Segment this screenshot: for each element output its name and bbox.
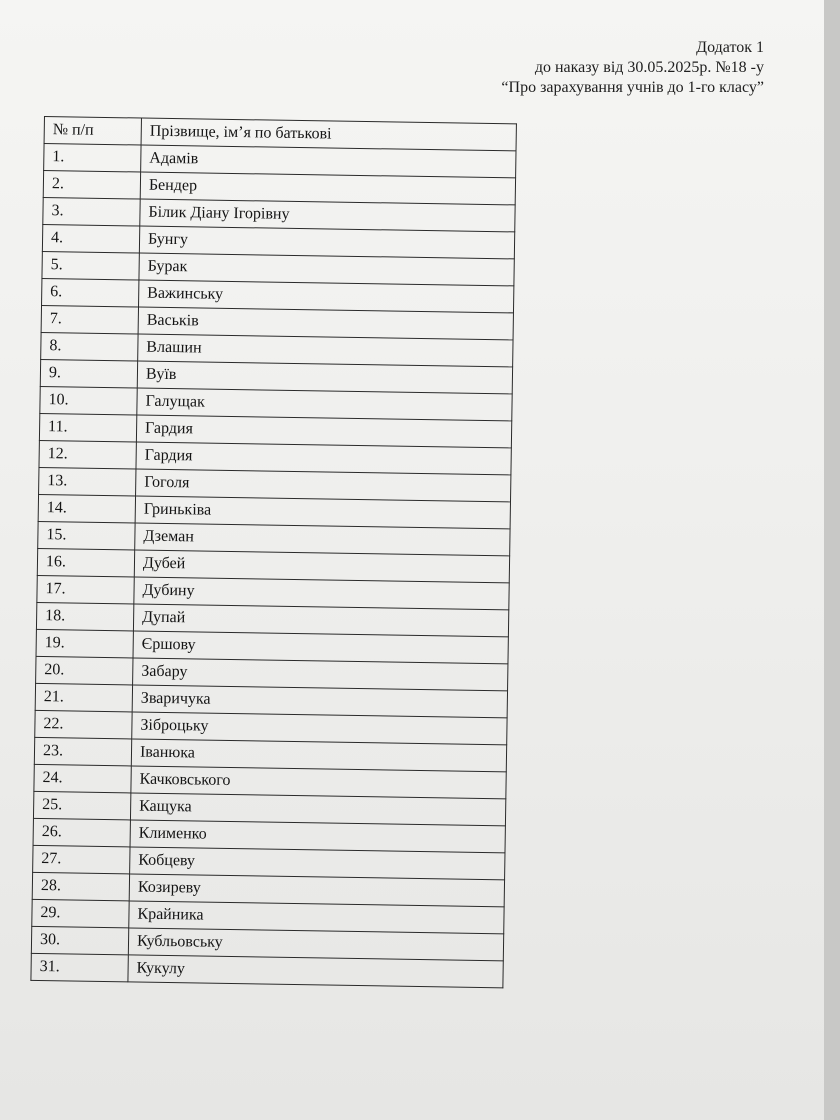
row-number: 6.: [42, 278, 139, 307]
order-reference: до наказу від 30.05.2025р. №18 -у: [534, 59, 764, 76]
student-name: Кукулу: [128, 955, 503, 988]
row-number: 22.: [35, 710, 132, 739]
row-number: 7.: [41, 305, 138, 334]
student-name: Гоголя: [136, 469, 511, 502]
row-number: 27.: [33, 845, 130, 874]
row-number: 17.: [37, 575, 134, 604]
row-number: 20.: [36, 656, 133, 685]
row-number: 3.: [43, 197, 140, 226]
student-name: Вуїв: [137, 361, 512, 394]
column-header-number: № п/п: [44, 117, 141, 146]
row-number: 14.: [38, 494, 135, 523]
row-number: 16.: [37, 548, 134, 577]
row-number: 26.: [33, 818, 130, 847]
student-name: Дупай: [133, 604, 508, 637]
student-name: Козиреву: [129, 874, 504, 907]
row-number: 8.: [41, 332, 138, 361]
appendix-title: Додаток 1: [696, 39, 764, 56]
student-name: Зіброцьку: [132, 712, 507, 745]
student-name: Васьків: [138, 307, 513, 340]
row-number: 30.: [31, 926, 128, 955]
row-number: 9.: [40, 359, 137, 388]
row-number: 18.: [36, 602, 133, 631]
student-name: Бендер: [140, 172, 515, 205]
student-name: Кубльовську: [128, 928, 503, 961]
student-name: Дземан: [135, 523, 510, 556]
row-number: 12.: [39, 440, 136, 469]
page-edge: [824, 0, 840, 1120]
row-number: 23.: [34, 737, 131, 766]
student-name: Бунгу: [139, 226, 514, 259]
row-number: 11.: [39, 413, 136, 442]
student-name: Кобцеву: [130, 847, 505, 880]
student-name: Гардия: [136, 442, 511, 475]
row-number: 15.: [38, 521, 135, 550]
student-name: Гардия: [136, 415, 511, 448]
row-number: 10.: [40, 386, 137, 415]
appendix-header: [501, 38, 764, 98]
student-name: Крайника: [129, 901, 504, 934]
row-number: 5.: [42, 251, 139, 280]
student-name: Бурак: [139, 253, 514, 286]
student-name: Качковського: [131, 766, 506, 799]
row-number: 31.: [31, 953, 128, 982]
student-name: Зваричука: [132, 685, 507, 718]
student-name: Галущак: [137, 388, 512, 421]
student-name: Дубину: [134, 577, 509, 610]
row-number: 1.: [44, 144, 141, 173]
row-number: 19.: [36, 629, 133, 658]
student-name: Іванюка: [131, 739, 506, 772]
student-name: Єршову: [133, 631, 508, 664]
row-number: 28.: [32, 872, 129, 901]
student-name: Білик Діану Ігорівну: [140, 199, 515, 232]
row-number: 25.: [33, 791, 130, 820]
student-name: Адамів: [141, 145, 516, 178]
student-name: Дубей: [134, 550, 509, 583]
row-number: 4.: [42, 224, 139, 253]
student-name: Гриньківа: [135, 496, 510, 529]
student-name: Влашин: [138, 334, 513, 367]
student-list-table: [30, 116, 517, 988]
row-number: 2.: [43, 171, 140, 200]
student-name: Клименко: [130, 820, 505, 853]
student-name: Важинську: [139, 280, 514, 313]
student-name: Кащука: [130, 793, 505, 826]
row-number: 21.: [35, 683, 132, 712]
row-number: 13.: [39, 467, 136, 496]
table-body: [31, 144, 516, 988]
order-subject: “Про зарахування учнів до 1-го класу”: [501, 79, 764, 96]
column-header-name: Прізвище, ім’я по батькові: [141, 118, 516, 151]
row-number: 29.: [32, 899, 129, 928]
student-name: Забару: [133, 658, 508, 691]
row-number: 24.: [34, 764, 131, 793]
